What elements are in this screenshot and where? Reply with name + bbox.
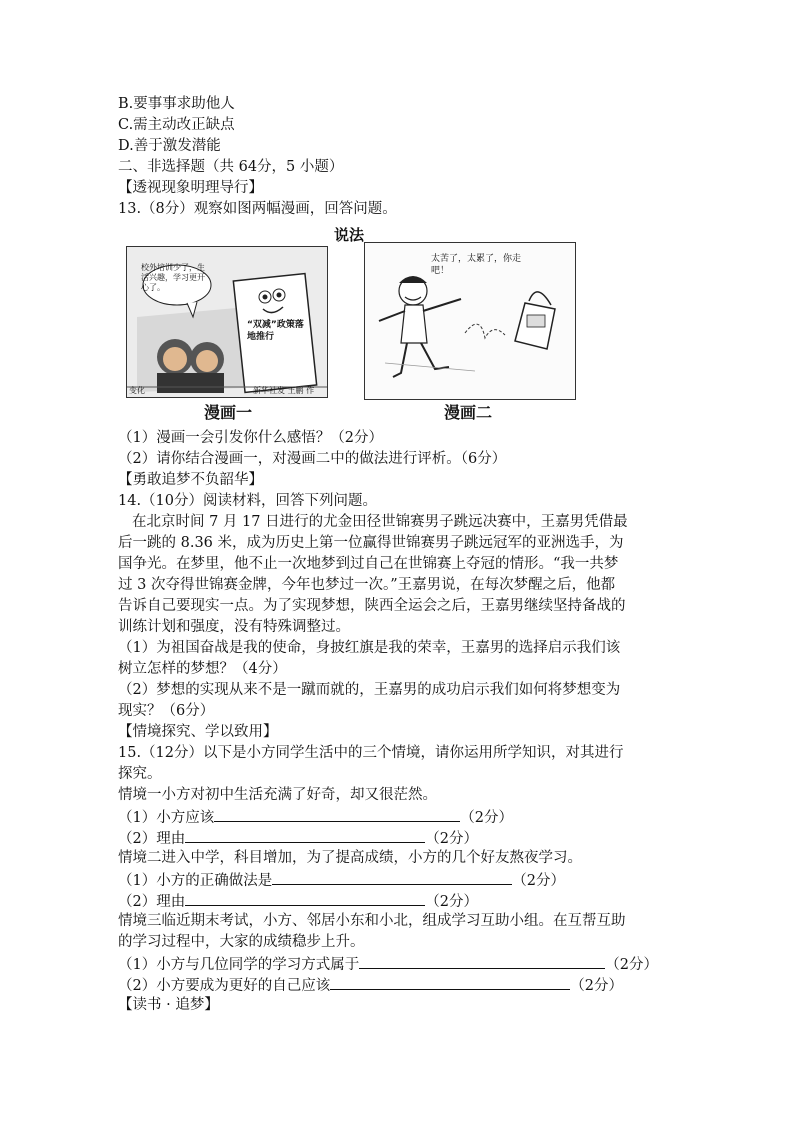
score-label: （2分）	[512, 873, 565, 889]
caption-cartoon-1: 漫画一	[204, 403, 253, 422]
question-14-head: 14.（10分）阅读材料，回答下列问题。	[118, 493, 378, 509]
cartoon-figure	[118, 224, 688, 424]
option-c: C.需主动改正缺点	[118, 117, 235, 133]
q14-sub-2: （2）梦想的实现从来不是一蹴而就的，王嘉男的成功启示我们如何将梦想变为	[118, 682, 621, 698]
q14-material-line: 国争光。在梦里，他不止一次地梦到过自己在世锦赛上夺冠的情形。“我一共梦	[118, 556, 619, 572]
q14-sub-2-cont: 现实？（6分）	[118, 703, 215, 719]
option-b: B.要事事求助他人	[118, 96, 235, 112]
answer-blank[interactable]	[185, 890, 425, 906]
scenario-3-cont: 的学习过程中，大家的成绩稳步上升。	[118, 934, 365, 950]
scenario-3-q1	[118, 953, 688, 974]
option-d: D.善于激发潜能	[118, 138, 221, 154]
q14-material-line: 告诉自己要现实一点。为了实现梦想，陕西全运会之后，王嘉男继续坚持备战的	[118, 598, 626, 614]
cartoon-1-footer-left: 变化	[129, 386, 145, 395]
score-label: （2分）	[460, 810, 513, 826]
exam-page	[118, 94, 688, 1016]
figure-title: 说法	[334, 226, 365, 244]
score-label: （2分）	[570, 978, 623, 994]
cartoon-panel-1	[126, 246, 328, 398]
scenario-3-q2	[118, 974, 688, 995]
q14-sub-1: （1）为祖国奋战是我的使命，身披红旗是我的荣幸，王嘉男的选择启示我们该	[118, 640, 621, 656]
cartoon-2-bubble-text: 太苦了，太累了，你走吧！	[431, 254, 522, 276]
scenario-2-q1	[118, 869, 688, 890]
q14-material-line: 过 3 次夺得世锦赛金牌，今年也梦过一次。”王嘉男说，在每次梦醒之后，他都	[118, 577, 616, 593]
cartoon-1-footer-right: 新华社发 王鹏 作	[253, 386, 315, 395]
question-15-head-cont: 探究。	[118, 766, 162, 782]
scenario-1-q1	[118, 806, 688, 827]
q14-material-line: 在北京时间 7 月 17 日进行的尤金田径世锦赛男子跳远决赛中，王嘉男凭借最	[132, 514, 628, 530]
q14-material-line: 后一跳的 8.36 米，成为历史上第一位赢得世锦赛男子跳远冠军的亚洲选手，为	[118, 535, 624, 551]
scenario-2-q2	[118, 890, 688, 911]
question-15-head: 15.（12分）以下是小方同学生活中的三个情境，请你运用所学知识，对其进行	[118, 745, 624, 761]
answer-blank[interactable]	[214, 806, 460, 822]
scenario-1: 情境一小方对初中生活充满了好奇，却又很茫然。	[118, 787, 437, 803]
q14-material-line: 训练计划和强度，没有特殊调整过。	[118, 619, 350, 635]
subsection-title-4: 【读书 · 追梦】	[118, 997, 219, 1013]
q14-sub-1-cont: 树立怎样的梦想？（4分）	[118, 661, 287, 677]
answer-blank[interactable]	[272, 869, 512, 885]
subsection-title-1: 【透视现象明理导行】	[118, 180, 263, 196]
score-label: （2分）	[605, 957, 658, 973]
cartoon-panel-2	[364, 242, 576, 400]
scenario-3-q2-label: （2）小方要成为更好的自己应该	[118, 978, 331, 994]
answer-blank[interactable]	[185, 827, 425, 843]
subsection-title-3: 【情境探究、学以致用】	[118, 724, 278, 740]
scenario-3-q1-label: （1）小方与几位同学的学习方式属于	[118, 957, 360, 973]
question-13-head: 13.（8分）观察如图两幅漫画，回答问题。	[118, 201, 397, 217]
scenario-2-q2-label: （2）理由	[118, 894, 186, 910]
scenario-2-q1-label: （1）小方的正确做法是	[118, 873, 273, 889]
cartoon-1-bubble-text: 校外培训少了，生活兴趣，学习更开心了。	[141, 263, 205, 292]
scenario-1-q1-label: （1）小方应该	[118, 810, 215, 826]
q13-sub-2: （2）请你结合漫画一，对漫画二中的做法进行评析。（6分）	[118, 451, 507, 467]
scenario-1-q2-label: （2）理由	[118, 831, 186, 847]
scenario-3: 情境三临近期末考试，小方、邻居小东和小北，组成学习互助小组。在互帮互助	[118, 913, 626, 929]
answer-blank[interactable]	[359, 953, 605, 969]
score-label: （2分）	[425, 831, 478, 847]
scenario-2: 情境二进入中学，科目增加，为了提高成绩，小方的几个好友熬夜学习。	[118, 850, 582, 866]
scenario-1-q2	[118, 827, 688, 848]
cartoon-1-sign-text: “双减”政策落地推行	[247, 320, 304, 342]
q13-sub-1: （1）漫画一会引发你什么感悟？（2分）	[118, 430, 383, 446]
caption-cartoon-2: 漫画二	[444, 403, 493, 422]
section-heading: 二、非选择题（共 64分，5 小题）	[118, 159, 344, 175]
answer-blank[interactable]	[330, 974, 570, 990]
score-label: （2分）	[425, 894, 478, 910]
subsection-title-2: 【勇敢追梦不负韶华】	[118, 472, 263, 488]
